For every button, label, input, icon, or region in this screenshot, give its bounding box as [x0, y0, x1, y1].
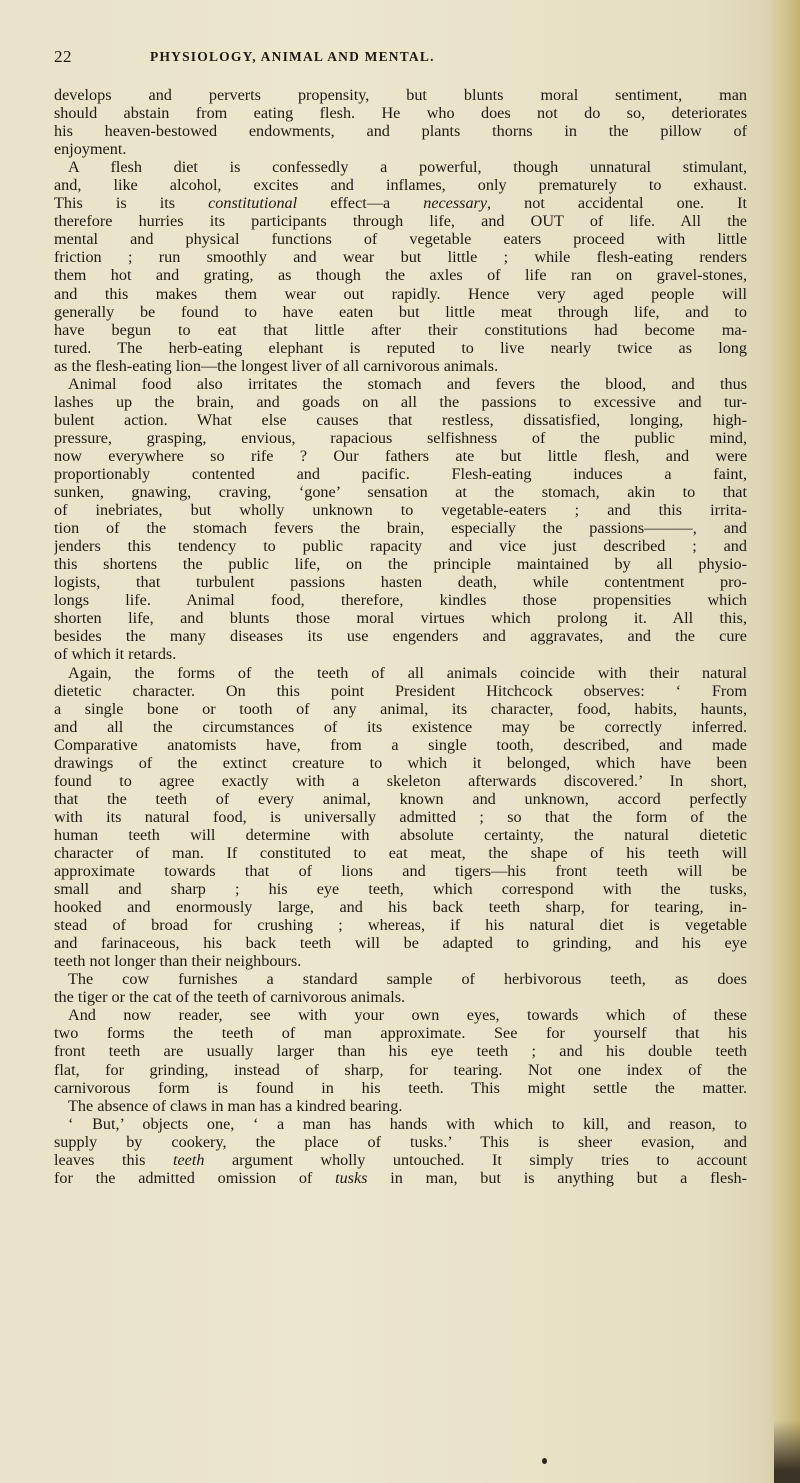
text-line: logists, that turbulent passions hasten death, while contentment pro- — [54, 573, 747, 592]
text-line: Animal food also irritates the stomach and fevers the blood, and thus — [68, 374, 747, 393]
text-line: supply by cookery, the place of tusks.’ This is sheer evasion, and — [54, 1132, 747, 1151]
text-line: A flesh diet is confessedly a powerful, though unnatural stimulant, — [68, 158, 747, 177]
text-line: tion of the stomach fevers the brain, especially the passions———, and — [54, 519, 747, 538]
running-head: PHYSIOLOGY, ANIMAL AND MENTAL. — [150, 49, 435, 64]
text-line: that the teeth of every animal, known and unknown, accord perfectly — [54, 789, 747, 808]
text-line: jenders this tendency to public rapacity and vice just described ; and — [54, 537, 747, 556]
page-header — [54, 47, 754, 69]
text-line: of which it retards. — [54, 645, 177, 664]
body-text — [54, 86, 747, 1187]
text-line: and this makes them wear out rapidly. Hence very aged people will — [54, 284, 747, 303]
text-line: generally be found to have eaten but little meat through life, and to — [54, 302, 747, 321]
text-line: The absence of claws in man has a kindred bearing. — [68, 1096, 403, 1115]
text-line: lashes up the brain, and goads on all the passions to excessive and tur- — [54, 392, 747, 411]
text-line: small and sharp ; his eye teeth, which correspond with the tusks, — [54, 880, 747, 899]
text-line: flat, for grinding, instead of sharp, for tearing. Not one index of the — [54, 1060, 747, 1079]
text-line: hooked and enormously large, and his back teeth sharp, for tearing, in- — [54, 898, 747, 917]
text-line: leaves this teeth argument wholly untouched. It simply tries to account — [54, 1150, 747, 1169]
text-line: of inebriates, but wholly unknown to vegetable-eaters ; and this irrita- — [54, 501, 747, 520]
text-line: this shortens the public life, on the principle maintained by all physio- — [54, 555, 747, 574]
text-line: with its natural food, is universally admitted ; so that the form of the — [54, 807, 747, 826]
page-edge-shadow — [766, 0, 800, 1483]
text-line: proportionably contented and pacific. Flesh-eating induces a faint, — [54, 464, 747, 483]
text-line: besides the many diseases its use engenders and aggravates, and the cure — [54, 627, 747, 646]
text-line: shorten life, and blunts those moral virtues which prolong it. All this, — [54, 609, 747, 628]
text-line: Comparative anatomists have, from a single tooth, described, and made — [54, 735, 747, 754]
text-line: the tiger or the cat of the teeth of carnivorous animals. — [54, 988, 406, 1007]
text-line: and all the circumstances of its existence may be correctly inferred. — [54, 717, 747, 736]
text-line: now everywhere so rife ? Our fathers ate but little flesh, and were — [54, 446, 747, 465]
text-line: teeth not longer than their neighbours. — [54, 952, 302, 971]
text-line: found to agree exactly with a skeleton afterwards discovered.’ In short, — [54, 771, 747, 790]
text-line: dietetic character. On this point President Hitchcock observes: ‘ From — [54, 681, 747, 700]
text-line: tured. The herb-eating elephant is reputed to live nearly twice as long — [54, 338, 747, 357]
text-line: two forms the teeth of man approximate. See for yourself that his — [54, 1024, 747, 1043]
text-line: and, like alcohol, excites and inflames, only prematurely to exhaust. — [54, 176, 747, 195]
text-line: and farinaceous, his back teeth will be adapted to grinding, and his eye — [54, 934, 747, 953]
text-line: friction ; run smoothly and wear but little ; while flesh-eating renders — [54, 248, 747, 267]
text-line: for the admitted omission of tusks in man, but is anything but a flesh- — [54, 1168, 747, 1187]
text-line: This is its constitutional effect—a necessary, not accidental one. It — [54, 194, 747, 213]
text-line: should abstain from eating flesh. He who does not do so, deteriorates — [54, 104, 747, 123]
ink-speck — [542, 1458, 547, 1464]
text-line: front teeth are usually larger than his eye teeth ; and his double teeth — [54, 1042, 747, 1061]
text-line: enjoyment. — [54, 140, 127, 159]
text-line: as the flesh-eating lion—the longest liver of all carnivorous animals. — [54, 356, 499, 375]
text-line: therefore hurries its participants through life, and OUT of life. All the — [54, 212, 747, 231]
page-corner-shadow — [774, 1420, 800, 1483]
text-line: And now reader, see with your own eyes, towards which of these — [68, 1006, 747, 1025]
text-line: bulent action. What else causes that restless, dissatisfied, longing, high- — [54, 410, 747, 429]
text-line: human teeth will determine with absolute certainty, the natural dietetic — [54, 825, 747, 844]
text-line: them hot and grating, as though the axles of life ran on gravel-stones, — [54, 266, 747, 285]
text-line: stead of broad for crushing ; whereas, if his natural diet is vegetable — [54, 916, 747, 935]
text-line: a single bone or tooth of any animal, its character, food, habits, haunts, — [54, 699, 747, 718]
text-line: sunken, gnawing, craving, ‘gone’ sensation at the stomach, akin to that — [54, 483, 747, 502]
page-number: 22 — [54, 47, 72, 66]
text-line: carnivorous form is found in his teeth. This might settle the matter. — [54, 1078, 747, 1097]
text-line: approximate towards that of lions and tigers—his front teeth will be — [54, 862, 747, 881]
text-line: drawings of the extinct creature to which it belonged, which have been — [54, 753, 747, 772]
text-line: longs life. Animal food, therefore, kindles those propensities which — [54, 591, 747, 610]
text-line: Again, the forms of the teeth of all animals coincide with their natural — [68, 663, 747, 682]
text-line: his heaven-bestowed endowments, and plants thorns in the pillow of — [54, 122, 747, 141]
text-line: ‘ But,’ objects one, ‘ a man has hands with which to kill, and reason, to — [68, 1114, 747, 1133]
text-line: pressure, grasping, envious, rapacious selfishness of the public mind, — [54, 428, 747, 447]
text-line: mental and physical functions of vegetable eaters proceed with little — [54, 230, 747, 249]
text-line: character of man. If constituted to eat meat, the shape of his teeth will — [54, 843, 747, 862]
text-line: develops and perverts propensity, but blunts moral sentiment, man — [54, 86, 747, 104]
text-line: have begun to eat that little after their constitutions had become ma- — [54, 320, 747, 339]
text-line: The cow furnishes a standard sample of herbivorous teeth, as does — [68, 970, 747, 989]
